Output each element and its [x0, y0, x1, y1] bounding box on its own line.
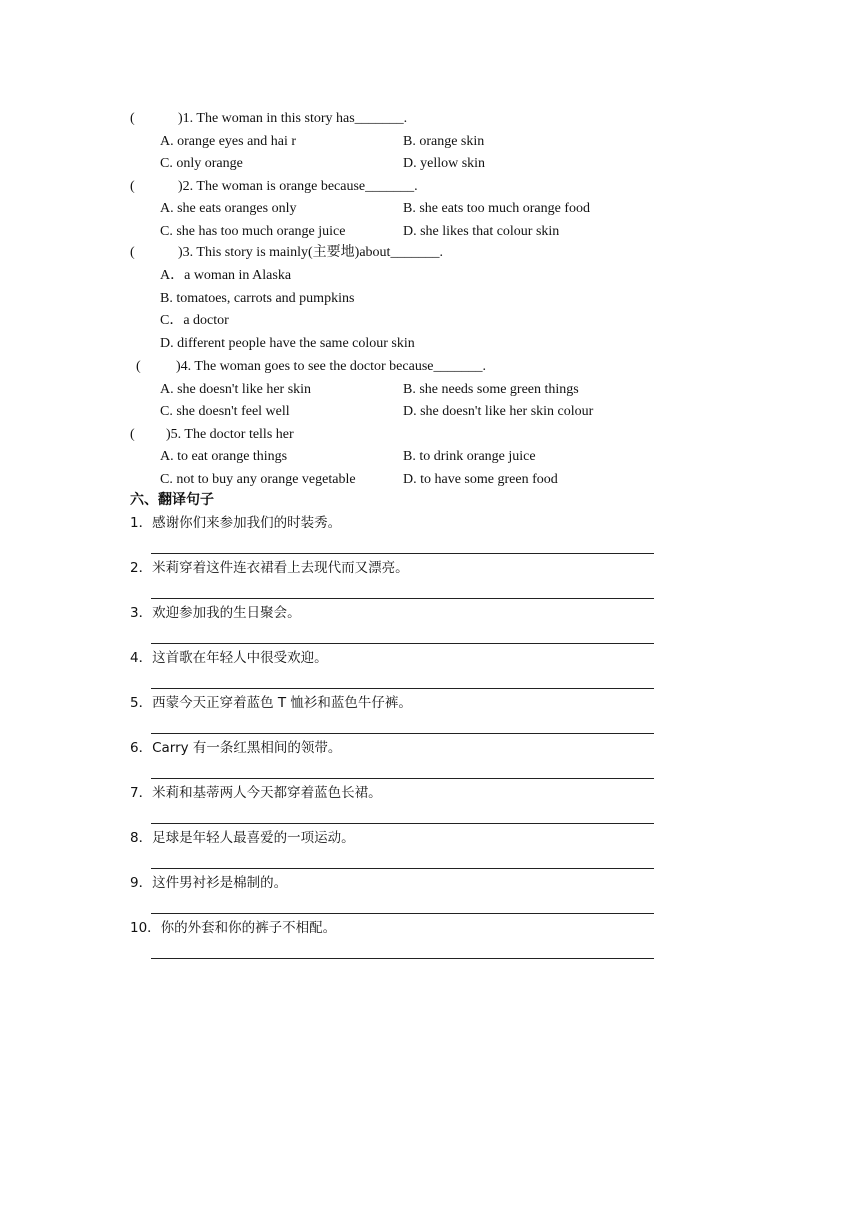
answer-paren: (	[136, 359, 141, 374]
question-text: )4. The woman goes to see the doctor because_______.	[176, 359, 486, 374]
option-d: D. she doesn't like her skin colour	[403, 404, 594, 419]
answer-paren: (	[130, 179, 135, 194]
option-b: B. she needs some green things	[403, 382, 579, 397]
option-c: C. only orange	[160, 156, 243, 171]
translation-item-9: 9．这件男衬衫是棉制的。	[130, 875, 288, 891]
question-text: )3. This story is mainly(主要地)about_______.	[178, 245, 443, 260]
answer-paren: (	[130, 427, 135, 442]
answer-line-2[interactable]	[151, 598, 654, 599]
answer-line-6[interactable]	[151, 778, 654, 779]
option-a: A. she eats oranges only	[160, 201, 297, 216]
question-3	[130, 244, 443, 262]
answer-line-3[interactable]	[151, 643, 654, 644]
option-d: D. yellow skin	[403, 156, 486, 171]
question-5	[130, 426, 294, 444]
question-1	[130, 110, 407, 128]
option-a: A. she doesn't like her skin	[160, 382, 312, 397]
answer-line-8[interactable]	[151, 868, 654, 869]
answer-line-7[interactable]	[151, 823, 654, 824]
translation-item-4: 4．这首歌在年轻人中很受欢迎。	[130, 650, 328, 666]
section-title: 六、翻译句子	[130, 492, 214, 508]
translation-item-5: 5．西蒙今天正穿着蓝色 T 恤衫和蓝色牛仔裤。	[130, 695, 412, 711]
option-a: A. to eat orange things	[160, 449, 288, 464]
option-b: B. orange skin	[403, 134, 485, 149]
translation-item-2: 2．米莉穿着这件连衣裙看上去现代而又漂亮。	[130, 560, 409, 576]
option-a: A. orange eyes and hai r	[160, 134, 297, 149]
option-c: C. not to buy any orange vegetable	[160, 472, 356, 487]
question-2	[130, 178, 418, 196]
translation-item-1: 1．感谢你们来参加我们的时装秀。	[130, 515, 342, 531]
option-d: D. different people have the same colour skin	[160, 336, 415, 351]
question-text: )2. The woman is orange because_______.	[178, 179, 418, 194]
answer-line-1[interactable]	[151, 553, 654, 554]
question-text: )1. The woman in this story has_______.	[178, 111, 408, 126]
option-b: B. tomatoes, carrots and pumpkins	[160, 291, 355, 306]
option-d: D. to have some green food	[403, 472, 558, 487]
option-d: D. she likes that colour skin	[403, 224, 560, 239]
option-c: C. she has too much orange juice	[160, 224, 346, 239]
answer-paren: (	[130, 245, 135, 260]
answer-line-9[interactable]	[151, 913, 654, 914]
answer-paren: (	[130, 111, 135, 126]
answer-line-5[interactable]	[151, 733, 654, 734]
translation-item-3: 3．欢迎参加我的生日聚会。	[130, 605, 301, 621]
answer-line-10[interactable]	[151, 958, 654, 959]
option-c: C．a doctor	[160, 313, 229, 328]
option-a: A．a woman in Alaska	[160, 268, 292, 283]
translation-item-7: 7．米莉和基蒂两人今天都穿着蓝色长裙。	[130, 785, 382, 801]
question-4	[136, 358, 486, 376]
option-b: B. to drink orange juice	[403, 449, 536, 464]
translation-item-10: 10．你的外套和你的裤子不相配。	[130, 920, 337, 936]
answer-line-4[interactable]	[151, 688, 654, 689]
option-c: C. she doesn't feel well	[160, 404, 290, 419]
translation-item-8: 8．足球是年轻人最喜爱的一项运动。	[130, 830, 355, 846]
question-text: )5. The doctor tells her	[166, 427, 294, 442]
translation-item-6: 6．Carry 有一条红黑相间的领带。	[130, 740, 342, 756]
option-b: B. she eats too much orange food	[403, 201, 591, 216]
